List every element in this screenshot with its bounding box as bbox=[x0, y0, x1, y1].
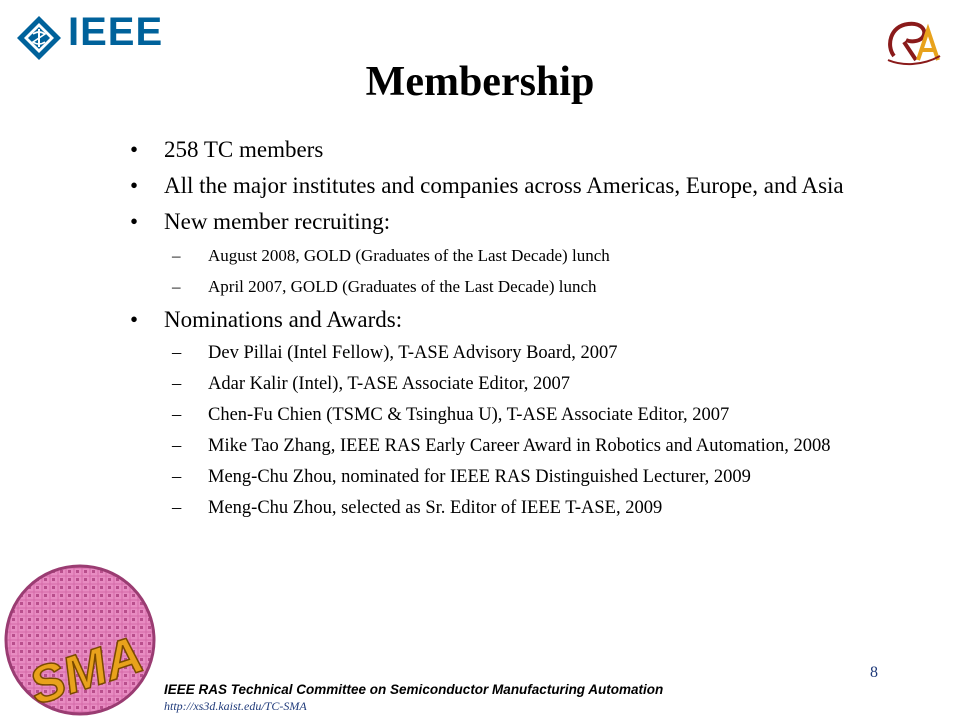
bullet-glyph: • bbox=[130, 173, 139, 198]
sub-bullet-text: Meng-Chu Zhou, nominated for IEEE RAS Distinguished Lecturer, 2009 bbox=[208, 467, 751, 487]
bullet-item bbox=[130, 172, 920, 199]
ieee-logo-text: IEEE bbox=[68, 10, 164, 54]
dash-glyph: – bbox=[172, 374, 182, 394]
sub-bullet-item bbox=[130, 275, 920, 298]
sub-bullet-text: Chen-Fu Chien (TSMC & Tsinghua U), T-ASE Associate Editor, 2007 bbox=[208, 405, 730, 425]
sub-bullet-text: August 2008, GOLD (Graduates of the Last Decade) lunch bbox=[208, 246, 610, 265]
dash-glyph: – bbox=[172, 467, 182, 487]
sub-bullet-text: Dev Pillai (Intel Fellow), T-ASE Advisory Board, 2007 bbox=[208, 343, 618, 363]
sub-bullet-text: Mike Tao Zhang, IEEE RAS Early Career Award in Robotics and Automation, 2008 bbox=[208, 436, 831, 456]
bullet-text: Nominations and Awards: bbox=[164, 307, 403, 332]
dash-glyph: – bbox=[172, 436, 182, 456]
bullet-text: 258 TC members bbox=[164, 137, 324, 162]
bullet-item bbox=[130, 306, 920, 333]
dash-glyph: – bbox=[172, 405, 182, 425]
slide-bullet-list bbox=[130, 136, 920, 528]
sub-bullet-item bbox=[130, 404, 920, 427]
sub-bullet-item bbox=[130, 244, 920, 267]
sma-wafer-logo bbox=[2, 560, 162, 720]
bullet-glyph: • bbox=[130, 209, 139, 234]
sub-bullet-text: April 2007, GOLD (Graduates of the Last Decade) lunch bbox=[208, 277, 597, 296]
footer-url-link[interactable]: http://xs3d.kaist.edu/TC-SMA bbox=[164, 699, 307, 713]
bullet-item bbox=[130, 136, 920, 163]
sub-bullet-item bbox=[130, 373, 920, 396]
page-number: 8 bbox=[870, 664, 878, 681]
ieee-diamond-icon bbox=[14, 14, 64, 62]
sub-bullet-text: Meng-Chu Zhou, selected as Sr. Editor of IEEE T-ASE, 2009 bbox=[208, 498, 663, 518]
sma-logo-text: SMA bbox=[22, 625, 151, 717]
sub-bullet-item bbox=[130, 497, 920, 520]
bullet-text: All the major institutes and companies across Americas, Europe, and Asia bbox=[164, 173, 844, 198]
sub-bullet-text: Adar Kalir (Intel), T-ASE Associate Editor, 2007 bbox=[208, 374, 570, 394]
dash-glyph: – bbox=[172, 343, 182, 363]
bullet-item bbox=[130, 208, 920, 235]
dash-glyph: – bbox=[172, 498, 182, 518]
dash-glyph: – bbox=[172, 246, 181, 265]
bullet-glyph: • bbox=[130, 307, 139, 332]
sub-bullet-item bbox=[130, 466, 920, 489]
slide-title: Membership bbox=[365, 59, 595, 105]
dash-glyph: – bbox=[172, 277, 181, 296]
sub-bullet-item bbox=[130, 342, 920, 365]
footer-committee-name: IEEE RAS Technical Committee on Semiconductor Manufacturing Automation bbox=[164, 682, 664, 697]
bullet-glyph: • bbox=[130, 137, 139, 162]
bullet-text: New member recruiting: bbox=[164, 209, 391, 234]
sub-bullet-item bbox=[130, 435, 920, 458]
